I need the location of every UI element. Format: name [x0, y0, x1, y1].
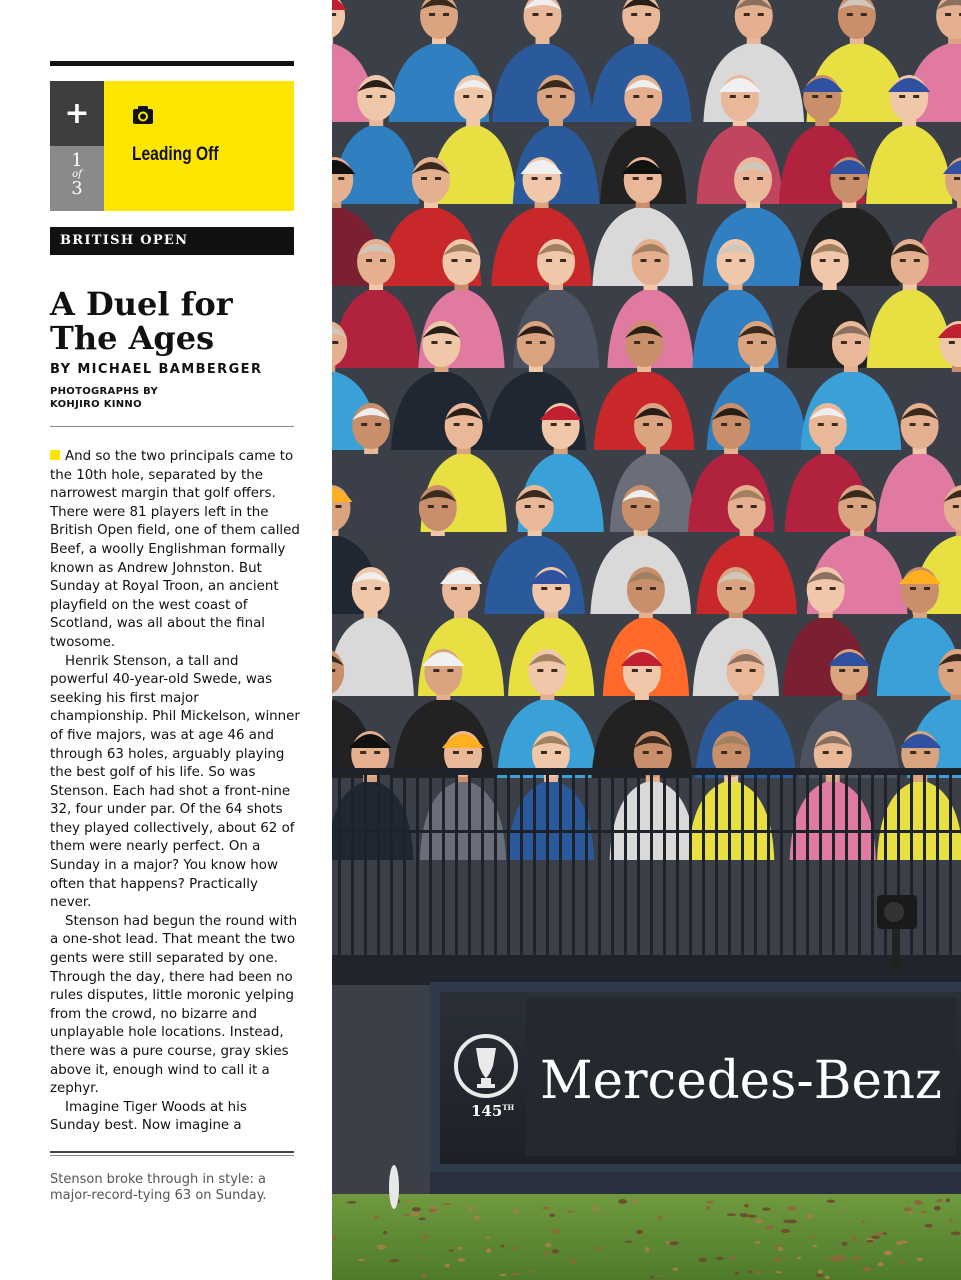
page-current: 1	[71, 150, 83, 171]
paragraph-3: Stenson had begun the round with a one-shot lead. That meant the two gents were still separated by one. Through the day, there had been no rules disputes, little moronic yelping from the crowd, no bizarre and unplayable hole locations. Instead, there was a pure course, gray skies above it, enough wind to call it a zephyr.	[50, 913, 298, 1097]
page-total: 3	[71, 178, 83, 199]
bottom-rule-thin	[50, 1155, 294, 1156]
headline-line-2: The Ages	[50, 319, 215, 357]
yellow-square-icon	[50, 450, 60, 460]
edition-number: 145TH	[471, 1102, 515, 1120]
crowd-photo-illustration	[332, 0, 961, 1280]
top-rule	[50, 61, 294, 66]
paragraph-2: Henrik Stenson, a tall and powerful 40-year-old Swede, was seeking his first major championship. Phil Mickelson, winner of five majors, was at age 46 and through 63 holes, arguably playing the best golf of his life. So was Stenson. Each had shot a front-nine 32, four under par. Of the 64 shots they played collectively, about 62 of them were nearly perfect. On a Sunday in a major? You know how often that happens? Practically never.	[50, 653, 300, 911]
paragraph-4: Imagine Tiger Woods at his Sunday best. Now imagine a	[50, 1099, 247, 1134]
expand-button[interactable]	[50, 81, 104, 146]
headline-line-1: A Duel for	[50, 285, 233, 323]
kicker: BRITISH OPEN	[50, 227, 294, 255]
section-nav	[50, 81, 294, 211]
sponsor-brand: Mercedes-Benz	[540, 1051, 942, 1111]
sponsor-sign	[430, 982, 961, 1194]
section-label: Leading Off	[132, 144, 219, 165]
camera-icon	[132, 105, 154, 125]
bottom-rule	[50, 1151, 294, 1153]
crowd-photo	[332, 0, 961, 1280]
paragraph-1-text: And so the two principals came to the 10th hole, separated by the narrowest margin that golf offers. There were 81 players left in the British Open field, one of them called Beef, a woolly Englishman formally known as Andrew Johnston. But Sunday at Royal Troon, an ancient playfield on the west coast of Scotland, was all about the final twosome.	[50, 449, 300, 650]
photo-credit-line-2: KOHJIRO KINNO	[50, 399, 142, 410]
byline: BY MICHAEL BAMBERGER	[50, 362, 263, 377]
page-of: of	[72, 169, 82, 180]
photo-credit-line-1: PHOTOGRAPHS BY	[50, 386, 159, 397]
tee-marker	[389, 1165, 399, 1209]
paragraph-1	[50, 448, 300, 653]
credit-rule	[50, 426, 294, 427]
headline	[50, 287, 320, 355]
article-body	[50, 448, 300, 1136]
photo-credit	[50, 385, 250, 411]
page-indicator	[50, 146, 104, 211]
photo-caption: Stenson broke through in style: a major-record-tying 63 on Sunday.	[50, 1172, 267, 1203]
section-tab[interactable]	[104, 81, 294, 211]
plus-icon: +	[64, 96, 90, 131]
article-column	[0, 0, 332, 1280]
